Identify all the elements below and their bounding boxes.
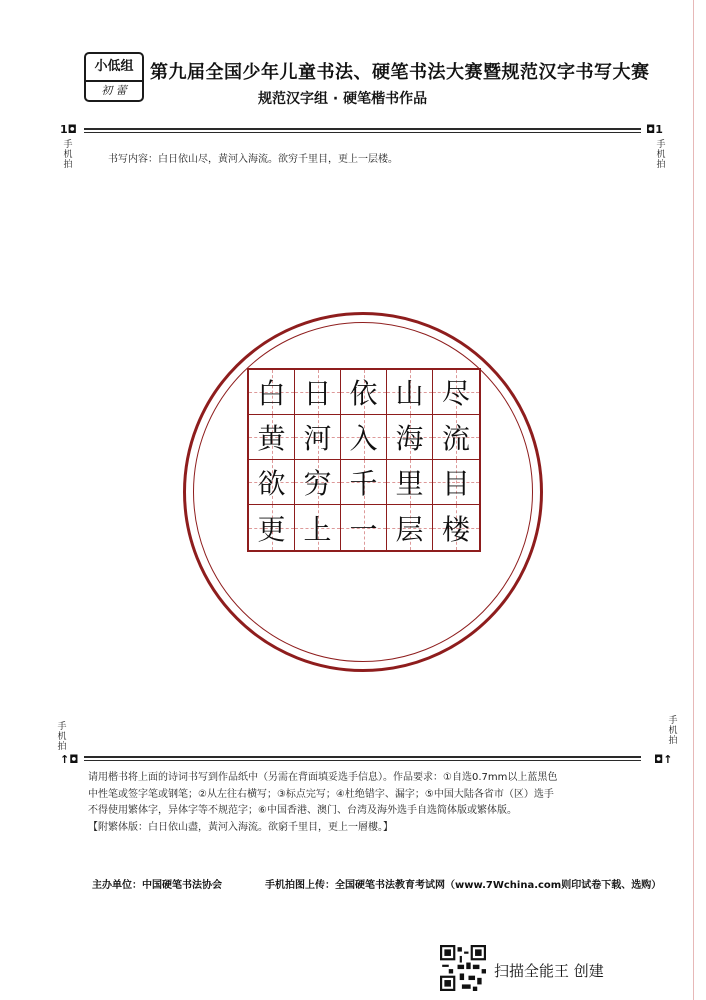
grid-cell: 山 bbox=[387, 370, 433, 415]
grid-cell: 尽 bbox=[433, 370, 479, 415]
instructions bbox=[88, 770, 668, 836]
grid-cell: 黄 bbox=[249, 415, 295, 460]
grid-cell: 穷 bbox=[295, 460, 341, 505]
grid-cell: 一 bbox=[341, 505, 387, 550]
grid-cell: 海 bbox=[387, 415, 433, 460]
grid-cell: 流 bbox=[433, 415, 479, 460]
page-subtitle: 规范汉字组 · 硬笔楷书作品 bbox=[258, 91, 428, 107]
host-organization: 主办单位：中国硬笔书法协会 bbox=[92, 880, 222, 891]
badge-group-label: 小低组 bbox=[86, 54, 142, 82]
grid-cell: 目 bbox=[433, 460, 479, 505]
camera-icon: ↑◘ bbox=[60, 753, 79, 766]
group-badge bbox=[84, 52, 144, 102]
top-rule-thin bbox=[84, 132, 641, 133]
side-note-top-right: 手机拍 bbox=[656, 140, 666, 170]
grid-cell: 日 bbox=[295, 370, 341, 415]
camera-icon: ◘1 bbox=[646, 123, 663, 136]
grid-cell: 千 bbox=[341, 460, 387, 505]
grid-cell: 白 bbox=[249, 370, 295, 415]
scanner-watermark: 扫描全能王 创建 bbox=[494, 962, 604, 980]
bottom-rule-thin bbox=[84, 760, 641, 761]
grid-cell: 更 bbox=[249, 505, 295, 550]
grid-cell: 河 bbox=[295, 415, 341, 460]
page-edge-line bbox=[693, 0, 694, 1000]
instruction-line: 不得使用繁体字，异体字等不规范字；⑥中国香港、澳门、台湾及海外选手自选简体版或繁体版。 bbox=[88, 805, 517, 816]
badge-participant-name: 初 蕾 bbox=[101, 84, 127, 97]
instruction-line: 【附繁体版：白日依山盡，黃河入海流。欲窮千里目，更上一層樓。】 bbox=[88, 821, 393, 833]
grid-cell: 层 bbox=[387, 505, 433, 550]
page-title: 第九届全国少年儿童书法、硬笔书法大赛暨规范汉字书写大赛 bbox=[150, 62, 650, 83]
side-note-bottom-left: 手机拍 bbox=[57, 722, 67, 752]
writing-content: 书写内容：白日依山尽，黄河入海流。欲穷千里目，更上一层楼。 bbox=[108, 154, 398, 165]
side-note-top-left: 手机拍 bbox=[63, 140, 73, 170]
top-rule bbox=[84, 128, 641, 130]
grid-cell: 欲 bbox=[249, 460, 295, 505]
upload-info: 手机拍图上传：全国硬笔书法教育考试网（www.7Wchina.com则印试卷下载、选购） bbox=[265, 880, 662, 891]
side-note-bottom-right: 手机拍 bbox=[668, 716, 678, 746]
grid-cell: 入 bbox=[341, 415, 387, 460]
qr-code-icon bbox=[440, 945, 486, 991]
instruction-line: 中性笔或签字笔或钢笔；②从左往右横写；③标点完写；④杜绝错字、漏字；⑤中国大陆各省市（区）选手 bbox=[88, 788, 554, 800]
grid-cell: 里 bbox=[387, 460, 433, 505]
calligraphy-grid bbox=[247, 368, 481, 552]
grid-cell: 楼 bbox=[433, 505, 479, 550]
camera-icon: ◘↑ bbox=[654, 753, 673, 766]
instruction-line: 请用楷书将上面的诗词书写到作品纸中（另需在背面填妥选手信息）。作品要求：①自选0.7mm以上蓝黑色 bbox=[88, 772, 558, 783]
bottom-rule bbox=[84, 756, 641, 758]
grid-cell: 依 bbox=[341, 370, 387, 415]
camera-icon: 1◘ bbox=[60, 123, 77, 136]
grid-cell: 上 bbox=[295, 505, 341, 550]
